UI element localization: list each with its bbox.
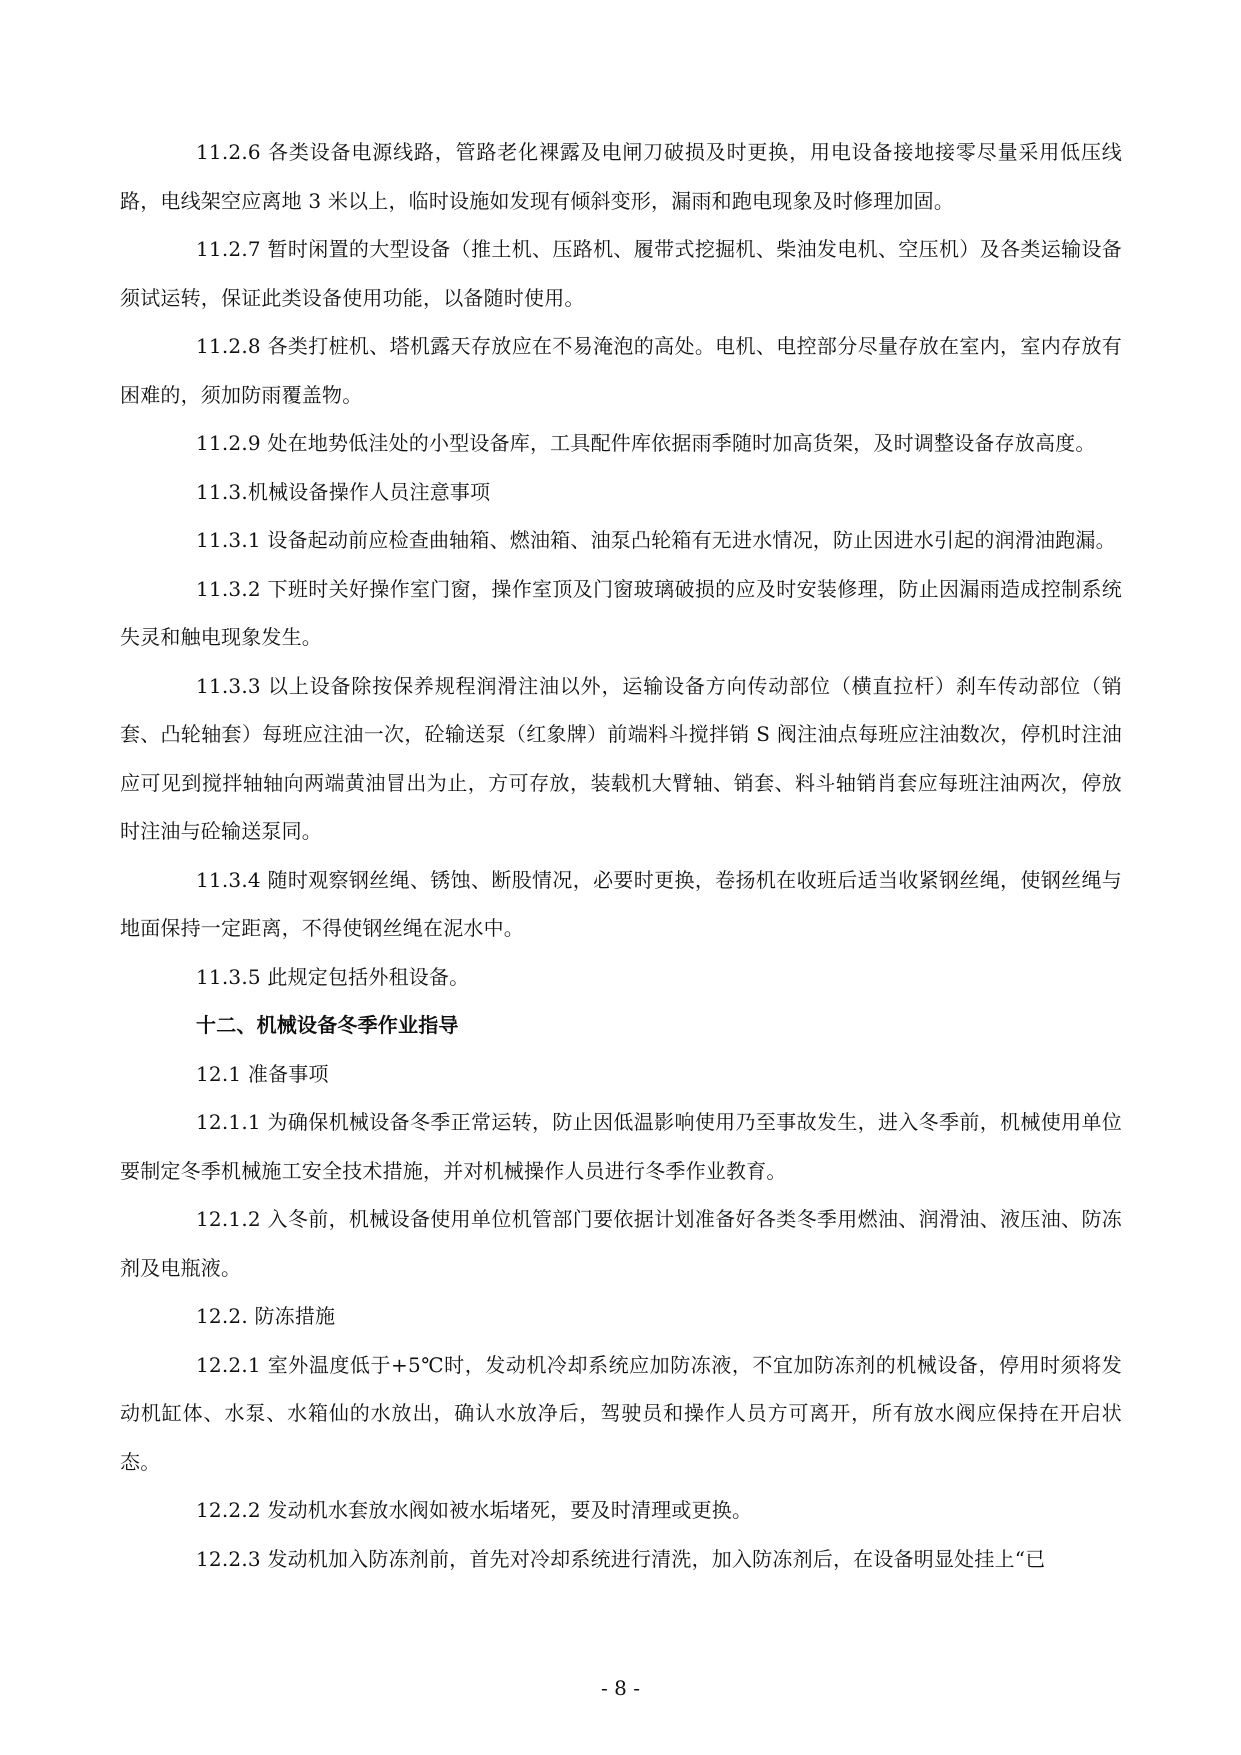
paragraph: 12.2.3 发动机加入防冻剂前，首先对冷却系统进行清洗，加入防冻剂后，在设备明显处挂上“已 xyxy=(196,1546,1046,1571)
paragraph: 11.3.5 此规定包括外租设备。 xyxy=(196,964,470,989)
paragraph: 11.2.7 暂时闲置的大型设备（推土机、压路机、履带式挖掘机、柴油发电机、空压机）及各类运输设备须试运转，保证此类设备使用功能，以备随时使用。 xyxy=(120,237,1122,310)
paragraph: 12.2. 防冻措施 xyxy=(196,1304,336,1328)
paragraph: 12.1 准备事项 xyxy=(196,1061,329,1086)
paragraph: 11.3.2 下班时关好操作室门窗，操作室顶及门窗玻璃破损的应及时安装修理，防止因漏雨造成控制系统失灵和触电现象发生。 xyxy=(120,576,1122,649)
paragraph: 11.3.4 随时观察钢丝绳、锈蚀、断股情况，必要时更换，卷扬机在收班后适当收紧钢丝绳，使钢丝绳与地面保持一定距离，不得使钢丝绳在泥水中。 xyxy=(120,867,1122,940)
document-body xyxy=(120,128,1122,1583)
paragraph: 12.2.1 室外温度低于+5℃时，发动机冷却系统应加防冻液，不宜加防冻剂的机械设备，停用时须将发动机缸体、水泵、水箱仙的水放出，确认水放净后，驾驶员和操作人员方可离开，所有放水阀应保持在开启状态。 xyxy=(120,1352,1122,1474)
paragraph: 11.3.3 以上设备除按保养规程润滑注油以外，运输设备方向传动部位（横直拉杆）刹车传动部位（销套、凸轮轴套）每班应注油一次，砼输送泵（红象牌）前端料斗搅拌销 S 阀注油点每班应注油数次，停机时注油应可见到搅拌轴轴向两端黄油冒出为止，方可存放，装载机大臂轴、销套、料斗轴销肖套应每班注油两次，停放时注油与砼输送泵同。 xyxy=(120,673,1122,843)
paragraph: 11.2.8 各类打桩机、塔机露天存放应在不易淹泡的高处。电机、电控部分尽量存放在室内，室内存放有困难的，须加防雨覆盖物。 xyxy=(120,334,1122,407)
paragraph: 12.1.2 入冬前，机械设备使用单位机管部门要依据计划准备好各类冬季用燃油、润滑油、液压油、防冻剂及电瓶液。 xyxy=(120,1207,1122,1280)
paragraph: 12.1.1 为确保机械设备冬季正常运转，防止因低温影响使用乃至事故发生，进入冬季前，机械使用单位要制定冬季机械施工安全技术措施，并对机械操作人员进行冬季作业教育。 xyxy=(120,1110,1122,1183)
paragraph: 11.2.9 处在地势低洼处的小型设备库，工具配件库依据雨季随时加高货架，及时调整设备存放高度。 xyxy=(196,431,1096,455)
paragraph: 12.2.2 发动机水套放水阀如被水垢堵死，要及时清理或更换。 xyxy=(196,1498,753,1522)
paragraph: 11.3.机械设备操作人员注意事项 xyxy=(196,479,491,504)
paragraph: 11.3.1 设备起动前应检查曲轴箱、燃油箱、油泵凸轮箱有无进水情况，防止因进水引起的润滑油跑漏。 xyxy=(196,528,1116,552)
page-number: - 8 - xyxy=(601,1676,640,1700)
paragraph: 11.2.6 各类设备电源线路，管路老化裸露及电闸刀破损及时更换，用电设备接地接零尽量采用低压线路，电线架空应离地 3 米以上，临时设施如发现有倾斜变形，漏雨和跑电现象及时修理加固。 xyxy=(120,140,1122,213)
section-heading: 十二、机械设备冬季作业指导 xyxy=(196,1013,459,1037)
